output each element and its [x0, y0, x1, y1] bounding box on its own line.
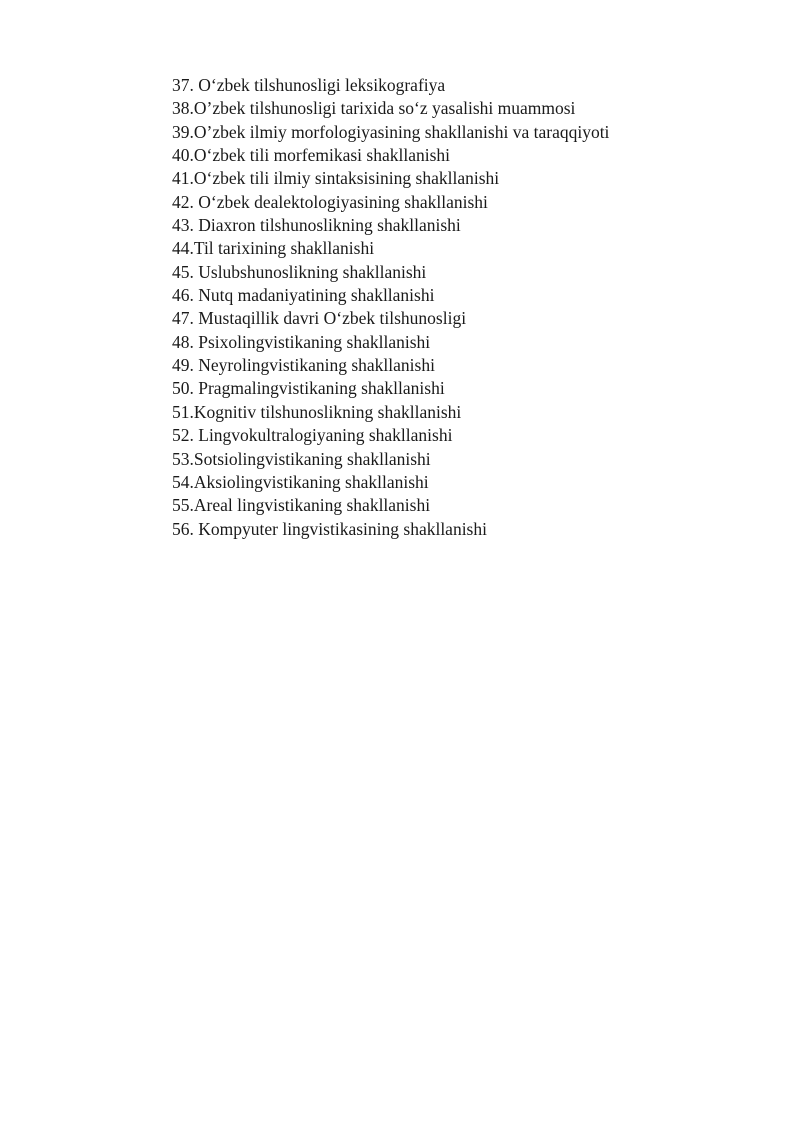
topic-item-45: 45. Uslubshunoslikning shakllanishi [172, 261, 427, 282]
topic-item-43: 43. Diaxron tilshunoslikning shakllanishi [172, 215, 461, 236]
topic-item-47: 47. Mustaqillik davri O‘zbek tilshunosligi [172, 308, 467, 329]
topic-list [172, 74, 609, 541]
topic-item-53: 53.Sotsiolingvistikaning shakllanishi [172, 448, 431, 469]
topic-item-42: 42. O‘zbek dealektologiyasining shakllanishi [172, 191, 488, 212]
topic-item-39: 39.O’zbek ilmiy morfologiyasining shakllanishi va taraqqiyoti [172, 121, 610, 142]
topic-item-55: 55.Areal lingvistikaning shakllanishi [172, 495, 431, 516]
topic-item-51: 51.Kognitiv tilshunoslikning shakllanishi [172, 401, 462, 422]
topic-item-46: 46. Nutq madaniyatining shakllanishi [172, 285, 435, 306]
topic-item-50: 50. Pragmalingvistikaning shakllanishi [172, 378, 445, 399]
topic-item-48: 48. Psixolingvistikaning shakllanishi [172, 331, 431, 352]
topic-item-54: 54.Aksiolingvistikaning shakllanishi [172, 471, 429, 492]
topic-item-49: 49. Neyrolingvistikaning shakllanishi [172, 355, 435, 376]
topic-item-41: 41.O‘zbek tili ilmiy sintaksisining shakllanishi [172, 168, 500, 189]
topic-item-40: 40.O‘zbek tili morfemikasi shakllanishi [172, 145, 451, 166]
topic-item-38: 38.O’zbek tilshunosligi tarixida so‘z yasalishi muammosi [172, 98, 576, 119]
topic-item-37: 37. O‘zbek tilshunosligi leksikografiya [172, 75, 446, 95]
topic-item-56: 56. Kompyuter lingvistikasining shakllanishi [172, 518, 487, 539]
topic-item-44: 44.Til tarixining shakllanishi [172, 238, 375, 259]
topic-item-52: 52. Lingvokultralogiyaning shakllanishi [172, 425, 453, 446]
